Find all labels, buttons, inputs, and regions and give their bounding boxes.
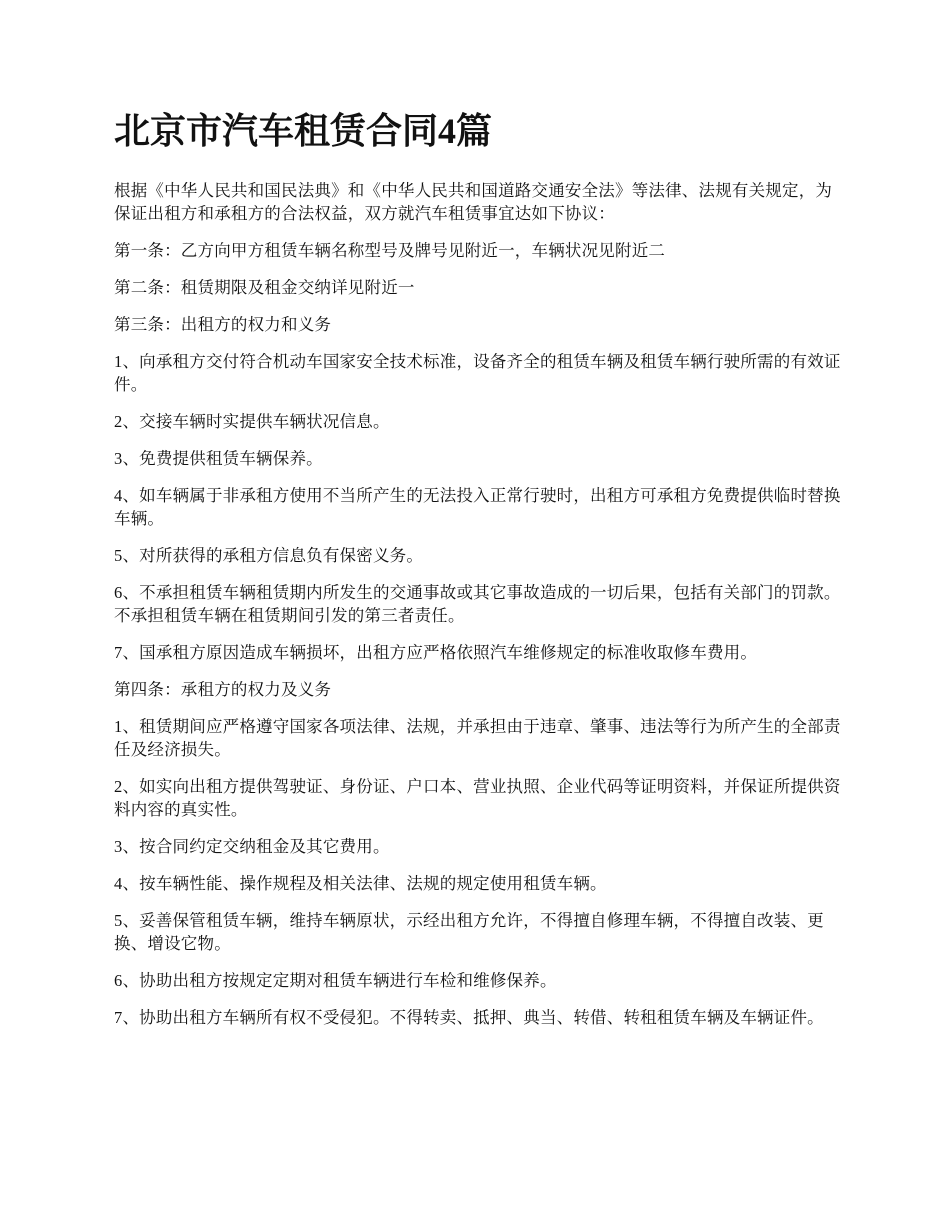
article-3-heading: 第三条：出租方的权力和义务 <box>114 315 332 335</box>
article-3-item-5: 5、对所获得的承租方信息负有保密义务。 <box>114 546 424 566</box>
article-3-item-7: 7、国承租方原因造成车辆损坏，出租方应严格依照汽车维修规定的标准收取修车费用。 <box>114 643 758 663</box>
article-4-item-2: 2、如实向出租方提供驾驶证、身份证、户口本、营业执照、企业代码等证明资料，并保证所提供资料内容的真实性。 <box>114 777 841 820</box>
document-title: 北京市汽车租赁合同4篇 <box>114 111 493 151</box>
article-3-item-6: 6、不承担租赁车辆租赁期内所发生的交通事故或其它事故造成的一切后果，包括有关部门的罚款。不承担租赁车辆在租赁期间引发的第三者责任。 <box>114 583 841 626</box>
article-4-heading: 第四条：承租方的权力及义务 <box>114 680 332 700</box>
article-2: 第二条：租赁期限及租金交纳详见附近一 <box>114 278 415 298</box>
article-4-item-1: 1、租赁期间应严格遵守国家各项法律、法规，并承担由于违章、肇事、违法等行为所产生的全部责任及经济损失。 <box>114 717 841 760</box>
intro-paragraph: 根据《中华人民共和国民法典》和《中华人民共和国道路交通安全法》等法律、法规有关规定，为保证出租方和承租方的合法权益，双方就汽车租赁事宜达如下协议： <box>114 181 833 224</box>
article-4-item-5: 5、妥善保管租赁车辆，维持车辆原状，示经出租方允许，不得擅自修理车辆，不得擅自改装、更换、增设它物。 <box>114 911 824 954</box>
article-4-item-6: 6、协助出租方按规定定期对租赁车辆进行车检和维修保养。 <box>114 971 557 991</box>
document-page <box>114 110 842 1043</box>
article-3-item-1: 1、向承租方交付符合机动车国家安全技术标准，设备齐全的租赁车辆及租赁车辆行驶所需的有效证件。 <box>114 352 841 395</box>
article-4-item-4: 4、按车辆性能、操作规程及相关法律、法规的规定使用租赁车辆。 <box>114 874 607 894</box>
article-3-item-2: 2、交接车辆时实提供车辆状况信息。 <box>114 412 390 432</box>
article-3-item-3: 3、免费提供租赁车辆保养。 <box>114 449 323 469</box>
article-4-item-7: 7、协助出租方车辆所有权不受侵犯。不得转卖、抵押、典当、转借、转租租赁车辆及车辆证件。 <box>114 1008 824 1028</box>
article-1: 第一条：乙方向甲方租赁车辆名称型号及牌号见附近一，车辆状况见附近二 <box>114 241 666 261</box>
article-4-item-3: 3、按合同约定交纳租金及其它费用。 <box>114 837 390 857</box>
article-3-item-4: 4、如车辆属于非承租方使用不当所产生的无法投入正常行驶时，出租方可承租方免费提供临时替换车辆。 <box>114 486 841 529</box>
